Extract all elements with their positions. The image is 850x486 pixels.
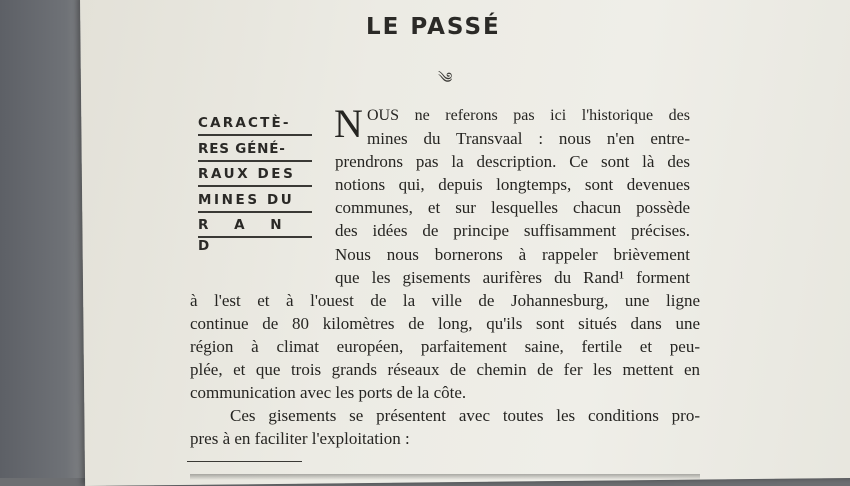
text-line: à l'est et à l'ouest de la ville de Johannesburg, une ligne (190, 291, 700, 310)
text-line: prendrons pas la description. Ce sont là des (335, 152, 690, 172)
text-line: mines du Transvaal : nous n'en entre- (367, 129, 690, 149)
text-line: que les gisements aurifères du Rand¹ forment (335, 267, 690, 287)
margin-note-line-4 (198, 190, 312, 213)
margin-note (198, 113, 312, 254)
margin-note-line-2 (198, 139, 312, 162)
margin-note-text-2: RES GÉNÉ- (198, 140, 286, 157)
paragraph-2 (190, 404, 700, 450)
paragraph-1-full-width (190, 289, 700, 404)
text-line: plée, et que trois grands réseaux de chemin de fer les mettent en (190, 360, 700, 380)
text-line: pres à en faciliter l'exploitation : (190, 429, 410, 449)
margin-note-line-5 (198, 215, 312, 254)
text-line: communes, et sur lesquelles chacun possède (335, 198, 690, 218)
next-line-cutoff (190, 474, 700, 480)
footnote-rule (187, 461, 302, 462)
margin-note-text-3: RAUX DES (198, 166, 296, 182)
page-title: LE PASSÉ (366, 14, 501, 40)
margin-note-line-1 (198, 113, 312, 136)
drop-cap: N (334, 101, 363, 146)
text-line: communication avec les ports de la côte. (190, 383, 467, 403)
paragraph-1-right-column (334, 101, 690, 289)
margin-note-text-1: CARACTÈ- (198, 115, 291, 131)
text-line: Nous nous bornerons à rappeler brièvement (335, 244, 690, 264)
text-line: Ces gisements se présentent avec toutes les conditions pro- (230, 406, 700, 425)
text-line: notions qui, depuis longtemps, sont devenues (335, 175, 690, 195)
text-line: continue de 80 kilomètres de long, qu'ils sont situés dans une (190, 314, 700, 334)
text-line: OUS ne referons pas ici l'historique des (367, 107, 690, 124)
margin-note-text-5: R A N D (198, 217, 293, 254)
text-line: région à climat européen, parfaitement saine, fertile et peu- (190, 337, 700, 357)
text-line: des idées de principe suffisamment précises. (335, 221, 690, 241)
margin-note-text-4: MINES DU (198, 191, 295, 208)
ornament-icon: ༄ (438, 71, 453, 87)
margin-note-line-3 (198, 164, 312, 187)
